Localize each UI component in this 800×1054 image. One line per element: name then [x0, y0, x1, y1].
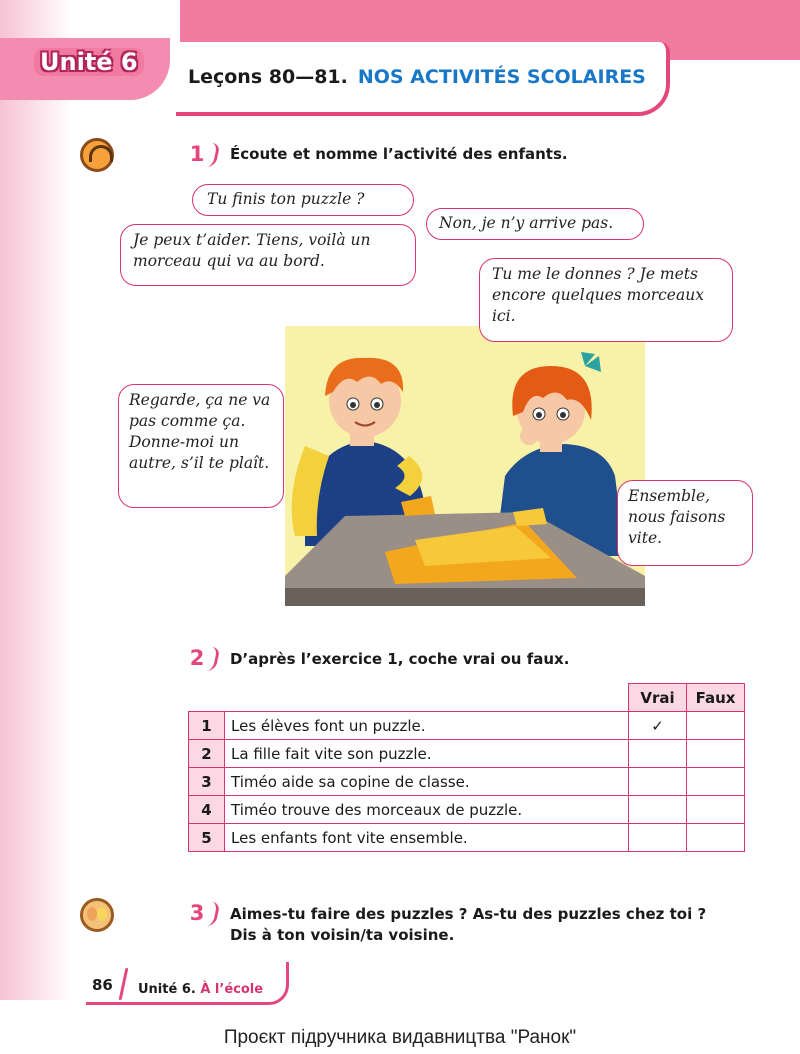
vrai-checkbox[interactable]: [629, 740, 687, 768]
row-statement: Les enfants font vite ensemble.: [225, 824, 629, 852]
footer-unit-label: Unité 6.: [138, 982, 196, 997]
speech-bubble-boy-help: Je peux t’aider. Tiens, voilà un morceau qui va au bord.: [120, 224, 416, 286]
table-header-blank: [189, 684, 629, 712]
row-number: 4: [189, 796, 225, 824]
vrai-checkbox[interactable]: [629, 768, 687, 796]
exercise-1-number: 1: [184, 141, 210, 167]
faux-checkbox[interactable]: [687, 740, 745, 768]
row-statement: La fille fait vite son puzzle.: [225, 740, 629, 768]
row-number: 3: [189, 768, 225, 796]
row-statement: Timéo trouve des morceaux de puzzle.: [225, 796, 629, 824]
table-row: [189, 824, 745, 852]
table-header-row: [189, 684, 745, 712]
publisher-note: Проєкт підручника видавництва "Ранок": [223, 1027, 577, 1048]
headphones-icon: [80, 138, 114, 172]
faux-checkbox[interactable]: [687, 824, 745, 852]
vrai-checkbox[interactable]: [629, 796, 687, 824]
exercise-2-number: 2: [184, 645, 210, 671]
table-row: [189, 768, 745, 796]
kids-icon: [80, 898, 114, 932]
puzzle-illustration: [285, 326, 645, 606]
faux-checkbox[interactable]: [687, 768, 745, 796]
exercise-3-line-1: Aimes-tu faire des puzzles ? As-tu des puzzles chez toi ?: [230, 905, 707, 923]
lesson-title: [188, 66, 646, 88]
unit-badge: Unité 6: [34, 48, 144, 76]
table-row: [189, 712, 745, 740]
left-margin-band: [0, 0, 72, 1000]
true-false-table: [188, 683, 745, 852]
row-number: 2: [189, 740, 225, 768]
row-statement: Les élèves font un puzzle.: [225, 712, 629, 740]
row-number: 5: [189, 824, 225, 852]
speech-bubble-girl-request: Tu me le donnes ? Je mets encore quelques morceaux ici.: [479, 258, 733, 342]
page-number: 86: [92, 976, 113, 994]
exercise-2-instruction: D’après l’exercice 1, coche vrai ou faux.: [230, 650, 570, 668]
exercise-1-instruction: Écoute et nomme l’activité des enfants.: [230, 145, 568, 163]
vrai-checkbox[interactable]: [629, 824, 687, 852]
speech-bubble-girl-together: Ensemble, nous faisons vite.: [617, 480, 753, 566]
table-row: [189, 796, 745, 824]
lesson-number: Leçons 80—81.: [188, 66, 348, 88]
row-number: 1: [189, 712, 225, 740]
speech-bubble-girl-answer: Non, je n’y arrive pas.: [426, 208, 644, 240]
vrai-checkbox[interactable]: ✓: [629, 712, 687, 740]
speech-bubble-boy-remark: Regarde, ça ne va pas comme ça. Donne-moi un autre, s’il te plaît.: [118, 384, 284, 508]
exercise-3-line-2: Dis à ton voisin/ta voisine.: [230, 926, 455, 944]
row-statement: Timéo aide sa copine de classe.: [225, 768, 629, 796]
table-row: [189, 740, 745, 768]
faux-checkbox[interactable]: [687, 796, 745, 824]
faux-checkbox[interactable]: [687, 712, 745, 740]
footer-unit-topic: À l’école: [200, 982, 264, 997]
footer-unit: [138, 982, 263, 997]
column-vrai: Vrai: [629, 684, 687, 712]
lesson-topic: NOS ACTIVITÉS SCOLAIRES: [357, 66, 646, 88]
exercise-3-number: 3: [184, 900, 210, 926]
speech-bubble-boy-question: Tu finis ton puzzle ?: [192, 184, 414, 216]
column-faux: Faux: [687, 684, 745, 712]
